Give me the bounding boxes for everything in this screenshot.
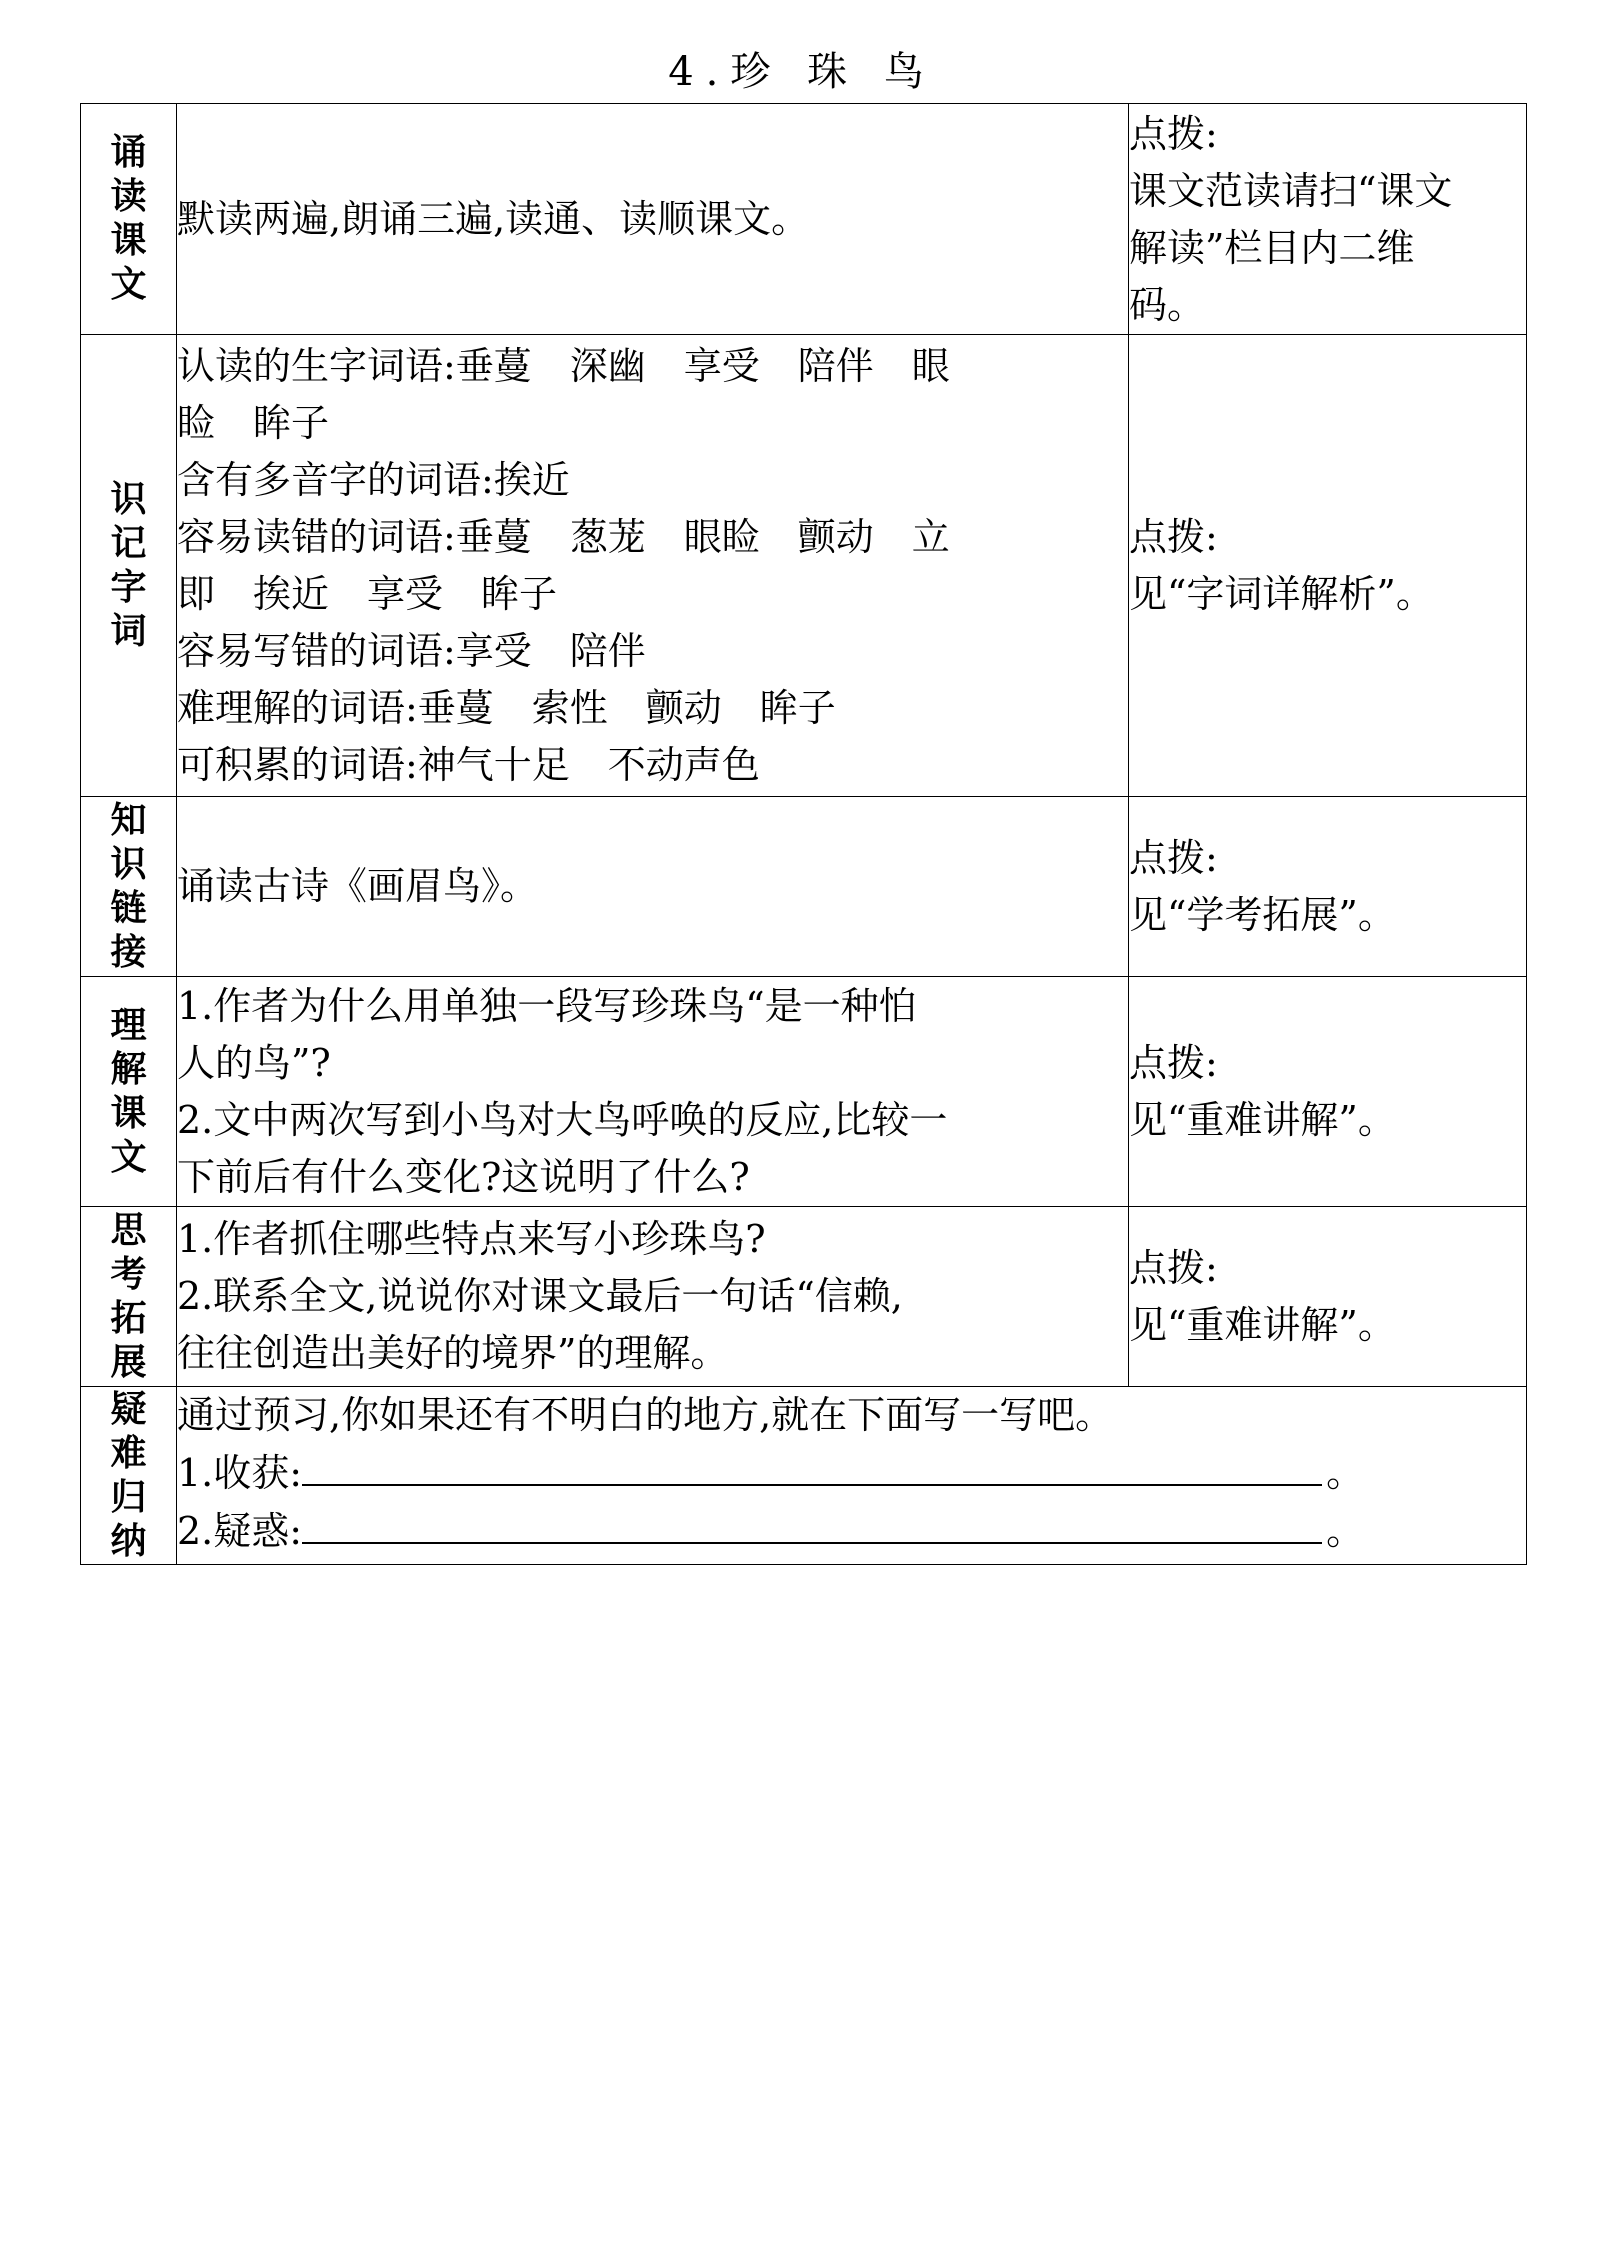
row-content: 诵读古诗《画眉鸟》。 bbox=[177, 797, 1129, 977]
row-tip: 点拨: 见“重难讲解”。 bbox=[1129, 1207, 1527, 1387]
row-label: 诵 读 课 文 bbox=[81, 104, 177, 335]
table-row bbox=[81, 335, 1527, 797]
harvest-line bbox=[177, 1444, 1526, 1502]
harvest-input-line[interactable] bbox=[302, 1444, 1322, 1486]
row-tip: 点拨: 见“字词详解析”。 bbox=[1129, 335, 1527, 797]
row-content: 默读两遍,朗诵三遍,读通、读顺课文。 bbox=[177, 104, 1129, 335]
table-row bbox=[81, 797, 1527, 977]
summary-intro: 通过预习,你如果还有不明白的地方,就在下面写一写吧。 bbox=[177, 1393, 1114, 1437]
doubt-input-line[interactable] bbox=[302, 1502, 1322, 1544]
table-row bbox=[81, 1387, 1527, 1565]
table-row bbox=[81, 977, 1527, 1207]
page-title: 4.珍 珠 鸟 bbox=[668, 49, 936, 95]
summary-cell bbox=[177, 1387, 1527, 1565]
row-label: 思 考 拓 展 bbox=[81, 1207, 177, 1387]
row-label: 理 解 课 文 bbox=[81, 977, 177, 1207]
row-tip: 点拨: 见“重难讲解”。 bbox=[1129, 977, 1527, 1207]
row-content: 1.作者抓住哪些特点来写小珍珠鸟? 2.联系全文,说说你对课文最后一句话“信赖, 往往创造出美好的境界”的理解。 bbox=[177, 1207, 1129, 1387]
row-label: 疑 难 归 纳 bbox=[81, 1387, 177, 1565]
row-tip: 点拨: 见“学考拓展”。 bbox=[1129, 797, 1527, 977]
doubt-end-mark: 。 bbox=[1326, 1509, 1365, 1553]
row-tip: 点拨: 课文范读请扫“课文 解读”栏目内二维 码。 bbox=[1129, 104, 1527, 335]
doubt-label: 2.疑惑: bbox=[177, 1509, 303, 1553]
table-row bbox=[81, 1207, 1527, 1387]
row-label: 识 记 字 词 bbox=[81, 335, 177, 797]
harvest-label: 1.收获: bbox=[177, 1451, 303, 1495]
row-content: 1.作者为什么用单独一段写珍珠鸟“是一种怕 人的鸟”? 2.文中两次写到小鸟对大鸟呼唤的反应,比较一 下前后有什么变化?这说明了什么? bbox=[177, 977, 1129, 1207]
doubt-line bbox=[177, 1502, 1526, 1560]
table-row bbox=[81, 104, 1527, 335]
preview-table bbox=[80, 103, 1527, 1565]
row-label: 知 识 链 接 bbox=[81, 797, 177, 977]
row-content: 认读的生字词语:垂蔓 深幽 享受 陪伴 眼 睑 眸子 含有多音字的词语:挨近 容易读错的词语:垂蔓 葱茏 眼睑 颤动 立 即 挨近 享受 眸子 容易写错的词语:享受 陪伴 难理解的词语:垂蔓 索性 颤动 眸子 可积累的词语:神气十足 不动声色 bbox=[177, 335, 1129, 797]
harvest-end-mark: 。 bbox=[1326, 1451, 1365, 1495]
